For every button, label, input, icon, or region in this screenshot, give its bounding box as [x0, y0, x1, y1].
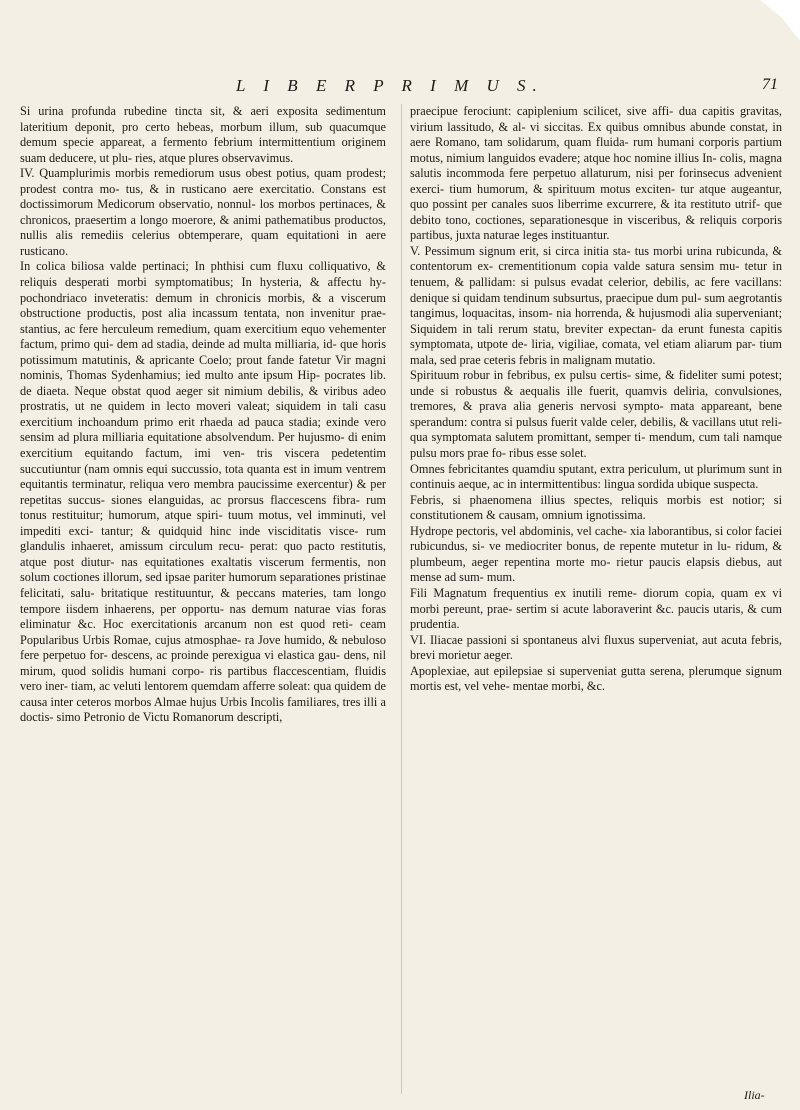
paragraph: praecipue ferociunt: capiplenium scilicet, sive affi- dua capitis gravitas, virium lassitudo, & al- vi siccitas. Ex quibus omnibus abunde constat, in aere Romano, tam solidarum, quam fluida- rum humani corporis partium motus, nimium languidos evadere; atque hoc nomine illius In- colis, magna salutis incommoda fere perpetuo allaturum, nisi per forinsecus advenient exerci- tium humorum, & spirituum motus exciten- tur atque augeantur, quo possint per canales suos liberrime excurrere, & ita restituto utrif- que debito tono, coctiones, separationesque in visceribus, & reliquis corporis partibus, juxta naturae leges instituantur. [410, 104, 782, 243]
paragraph: IV. Quamplurimis morbis remediorum usus obest potius, quam prodest; prodest contra mo- tus, & in rusticano aere exercitatio. Constans est doctissimorum Medicorum observatio, nonnul- los morbos pertinaces, & chronicos, praesertim a longo moerore, & animi pathematibus productos, nullis alis remediis celerius obtemperare, quam equitationi in aere rusticano. [20, 166, 386, 258]
page-number: 71 [762, 76, 778, 93]
paragraph: V. Pessimum signum erit, si circa initia sta- tus morbi urina rubicunda, & contentorum ex- crementitionum copia valde satura sensim mu- tetur in tenuem, & pallidam: si pulsus evadat celerior, debilis, ac fere vacillans: denique si quidam tendinum subsurtus, praecipue dum pul- sum aegrotantis tangimus, loquacitas, insom- nia horrenda, & hujusmodi alia superveniant; Siquidem in tali rerum statu, breviter expectan- da erunt funesta capitis symptomata, utpote de- liria, vigiliae, comata, vel etiam aliarum par- tium mala, sed prae ceteris febris in malignam mutatio. [410, 243, 782, 367]
right-column [410, 104, 782, 1094]
paragraph: Hydrope pectoris, vel abdominis, vel cache- xia laborantibus, si color faciei rubicundus, si- ve mediocriter bonus, de repente mutetur in lu- ridum, & plumbeum, aeger repentina morte mo- rietur paucis elapsis diebus, aut mense ad sum- mum. [410, 523, 782, 585]
paragraph: In colica biliosa valde pertinaci; In phthisi cum fluxu colliquativo, & reliquis desperati morbi symptomatibus; In hysteria, & affectu hy- pochondriaco inveteratis: demum in chronicis morbis, & a viscerum obstructione productis, post alia incassum tentata, non invenitur prae- stantius, ac fere herculeum remedium, quam exercitium equo vehementer factum, primo qui- dem ad stadia, deinde ad multa milliaria, id- que horis potissimum matutinis, & apricante Coelo; prout fande fatetur Vir magni nominis, Thomas Sydenhamius; ied multo ante ipsum Hip- pocrates lib. de diaeta. Neque obstat quod aeger sit nimium debilis, & viribus adeo prostratis, ut ne quidem in lecto moveri valeat; siquidem in tali casu exercitium inchoandum primo erit rhaeda ad pauca stadia; exinde vero sensim ad plura milliaria equitatione absolvendum. Per hujusmo- di enim exercitium equitando factum, imi ven- tris viscera pedetentim succutiuntur (nam omnis equi succussio, tota quanta est in imum ventrem equitantis terminatur, reliqua vero membra paucissime exercentur) & per repetitas succus- siones elanguidas, ac prorsus flaccescens fibra- rum tonus restituitur; humorum, atque spiri- tuum motus, vel imminuti, vel impediti exci- tantur; & quidquid hinc inde visciditatis visce- rum glandulis inhaeret, amissum circulum recu- perat: quo pacto restitutis, atque post diutur- nas equitationes exaltatis viscerum fermentis, non solum coctiones illorum, sed ipsae pariter humorum separationes pristinae felicitati, salu- britatique restituuntur, & peccans materies, tam longo tempore iisdem inhaerens, per opportu- nas demum naturae vias foras eliminatur &c. Hoc exercitationis arcanum non est quod reti- ceam Popularibus Urbis Romae, cujus atmosphae- ra Jove humido, & nebuloso fere perpetuo for- descens, ac proinde perexigua vi elastica gau- dens, nil mirum, quod solidis humani corpo- ris partibus flaccescentiam, fluidis vero iner- tiam, ac veluti lentorem quemdam afferre soleat: qua quidem de causa inter ceteros morbos Almae hujus Urbis Incolis familiares, tres illi a doctis- simo Petronio de Victu Romanorum descripti, [20, 259, 386, 725]
paragraph: Febris, si phaenomena illius spectes, reliquis morbis est notior; si constitutionem & causam, omnium ignotissima. [410, 492, 782, 523]
paragraph: Spirituum robur in febribus, ex pulsu certis- sime, & fideliter sumi potest; unde si robustus & aequalis ille fuerit, quamvis deliria, convulsiones, tremores, & prava alia generis nervosi sympto- mata appareant, bene sperandum: contra si pulsus fuerit valde celer, debilis, & vacillans utut reli- qua symptomata salutem promittant, semper ti- mendum, cum tali namque pulsu mors prae fo- ribus esse solet. [410, 368, 782, 461]
paragraph: Si urina profunda rubedine tincta sit, & aeri exposita sedimentum lateritium deponit, pro certo hebeas, morbum illum, sub quacumque demum specie appareat, a fermento febrium intermittentium originem suam deducere, ut plu- ries, atque plures observavimus. [20, 104, 386, 165]
paragraph: VI. Iliacae passioni si spontaneus alvi fluxus superveniat, aut acuta febris, brevi morietur aeger. [410, 632, 782, 663]
paragraph: Apoplexiae, aut epilepsiae si superveniat gutta serena, plerumque signum mortis est, vel vehe- mentae morbi, &c. [410, 663, 782, 694]
column-divider [401, 104, 402, 1094]
paragraph: Fili Magnatum frequentius ex inutili reme- diorum copia, quam ex vi morbi pereunt, prae- sertim si acute laboraverint &c. paucis utaris, & cum prudentia. [410, 585, 782, 632]
running-title: L I B E R P R I M U S. [236, 76, 544, 95]
running-header [0, 76, 800, 102]
catchword: Ilia- [744, 1088, 765, 1102]
paragraph: Omnes febricitantes quamdiu sputant, extra periculum, ut plurimum sunt in continuis aeque, ac in intermittentibus: lingua sordida ubique suspecta. [410, 461, 782, 492]
torn-corner-icon [760, 0, 800, 40]
left-column [20, 104, 386, 1094]
